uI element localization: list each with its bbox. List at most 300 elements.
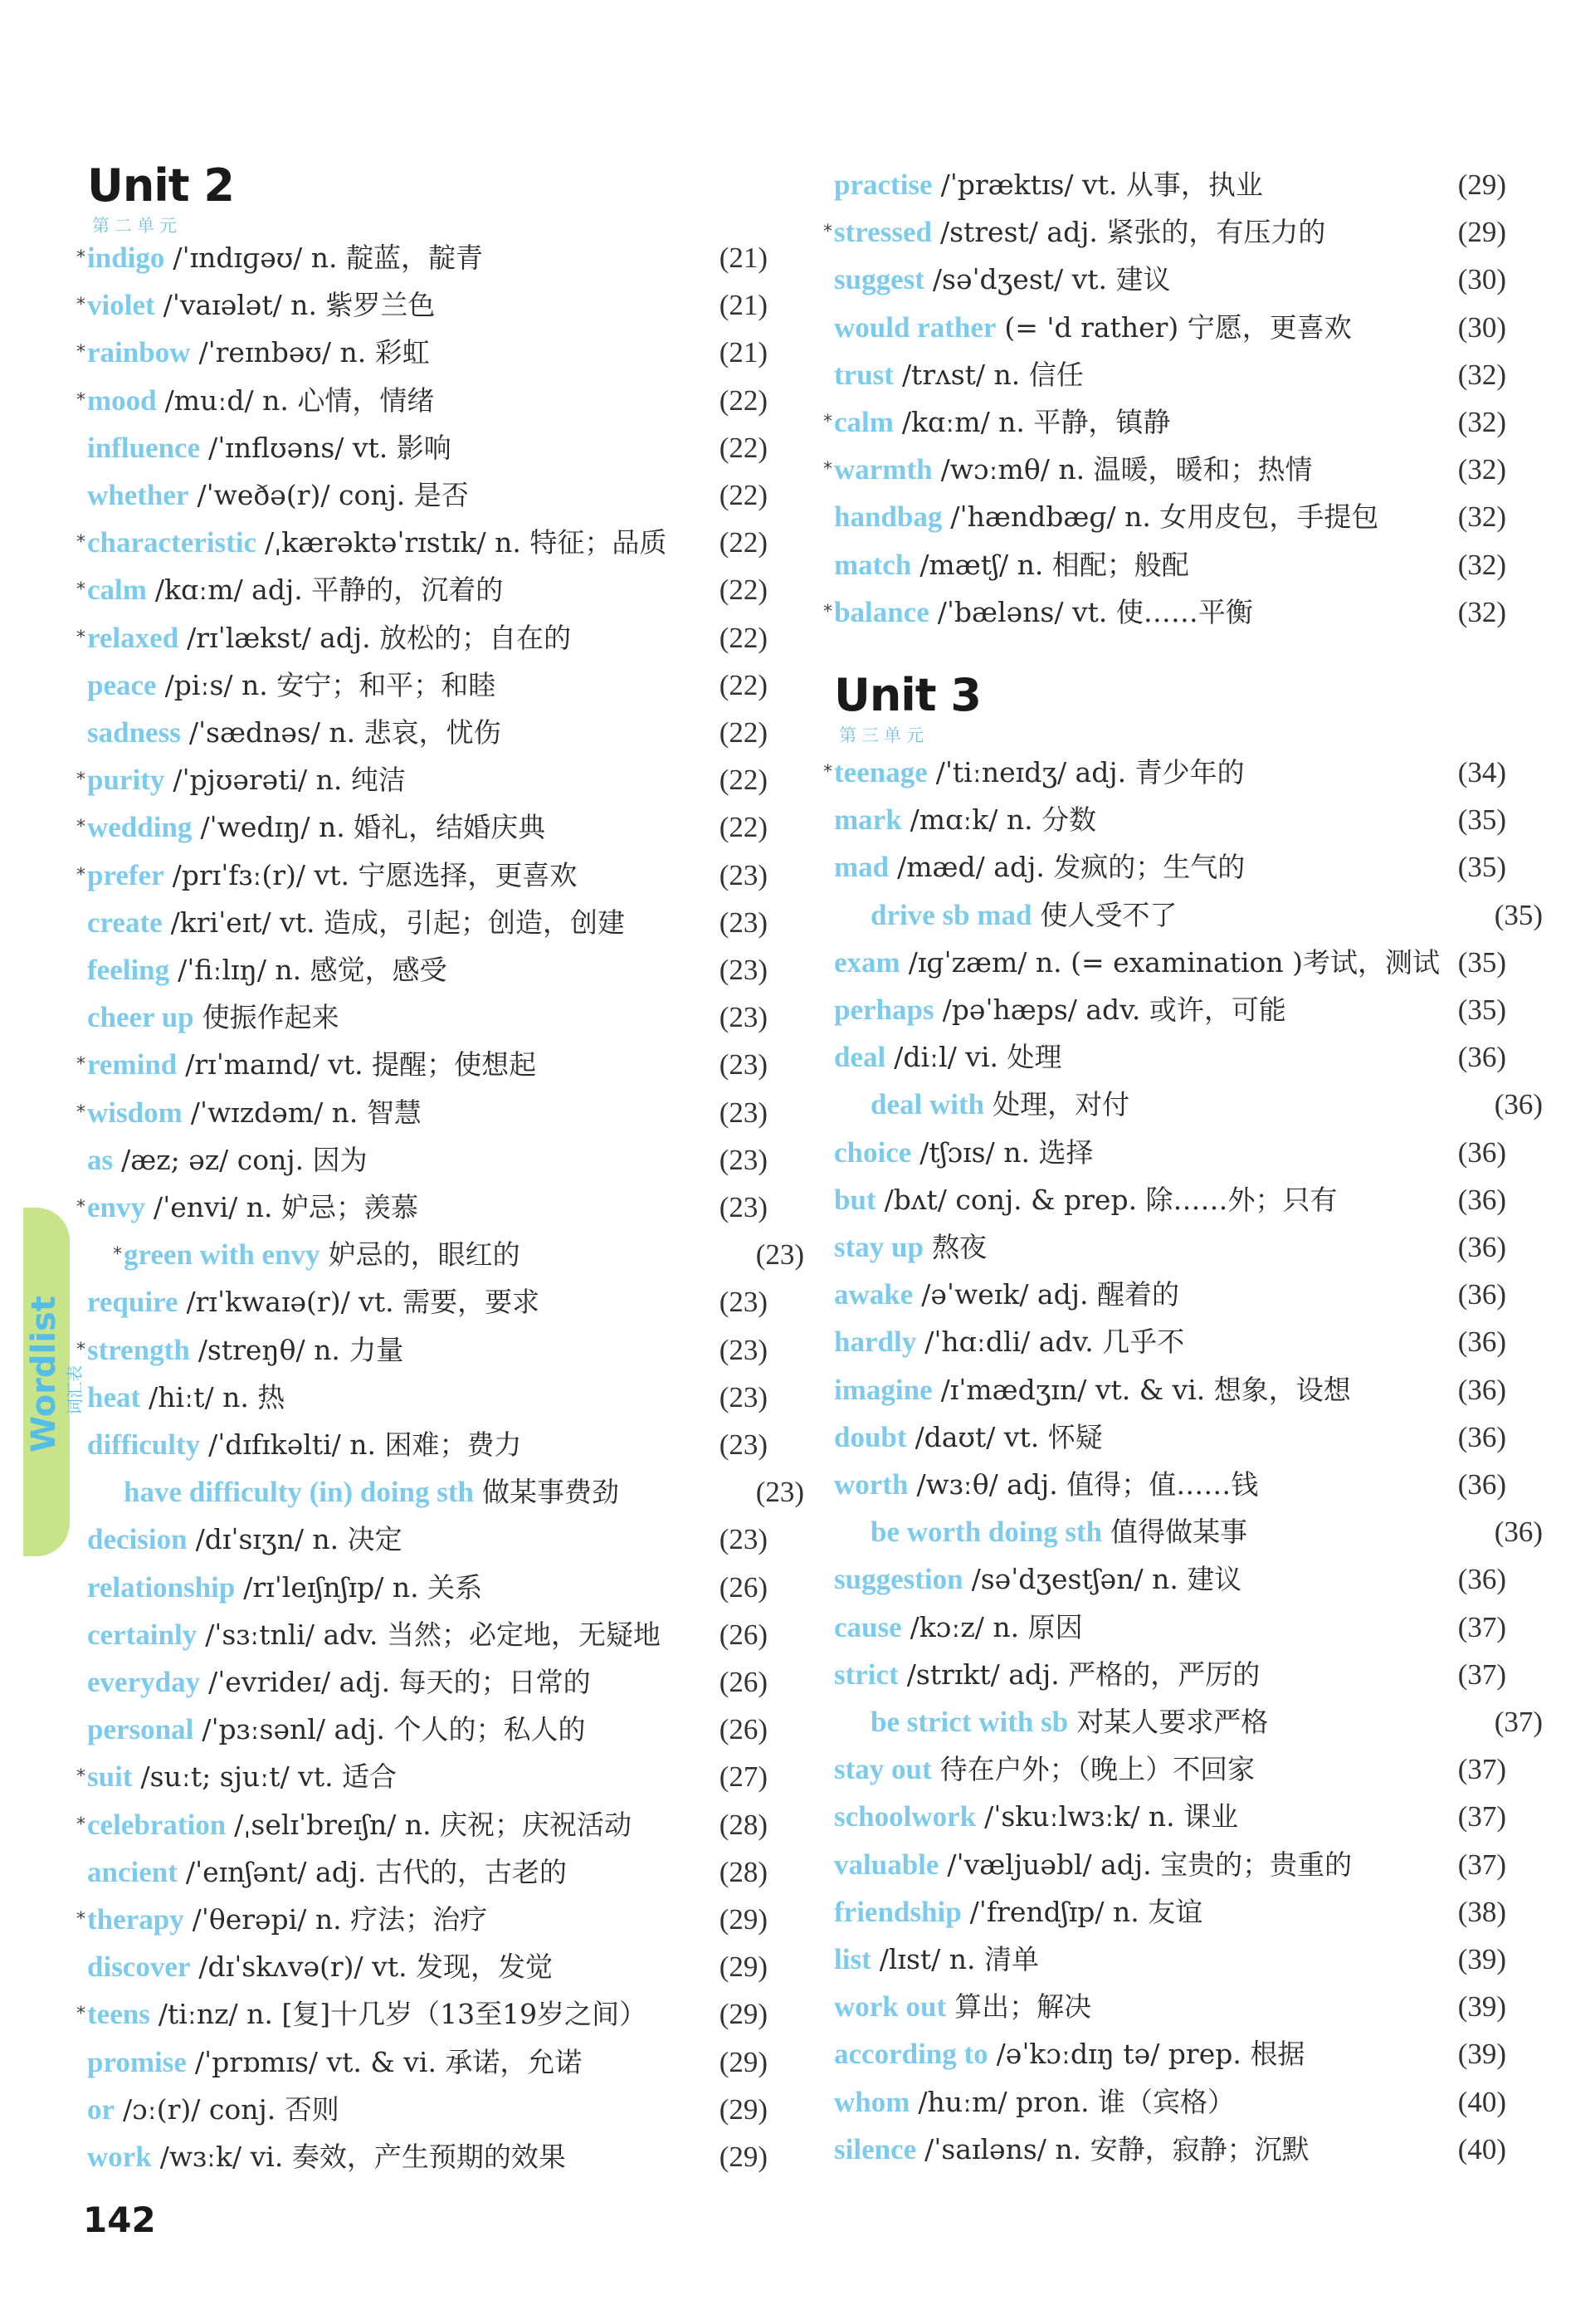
headword: wisdom xyxy=(87,1096,183,1129)
word-entry xyxy=(87,1377,768,1418)
word-entry xyxy=(834,1749,1506,1790)
definition: /ˈsɜːtnli/ adv. 当然；必定地，无疑地 xyxy=(205,1618,661,1651)
page-reference: (26) xyxy=(719,1713,768,1746)
page-reference: (23) xyxy=(719,1523,768,1556)
word-entry xyxy=(834,1321,1506,1363)
headword: trust xyxy=(834,358,894,391)
star-icon: * xyxy=(76,1197,85,1218)
page-reference: (36) xyxy=(1457,1183,1506,1216)
page-reference: (22) xyxy=(719,574,768,607)
definition: /ˈeɪnʃənt/ adj. 古代的，古老的 xyxy=(185,1855,568,1888)
word-entry xyxy=(87,2042,768,2083)
word-entry xyxy=(76,807,768,848)
definition: /prɪˈfɜː(r)/ vt. 宁愿选择，更喜欢 xyxy=(172,858,578,891)
definition: /ˈhɑːdli/ adv. 几乎不 xyxy=(924,1326,1185,1359)
word-entry xyxy=(87,1567,768,1609)
headword: sadness xyxy=(87,716,181,749)
word-entry xyxy=(76,1187,768,1228)
definition: /wɜːθ/ adj. 值得；值……钱 xyxy=(916,1468,1259,1501)
definition: /ˈpjʊərəti/ n. 纯洁 xyxy=(173,764,406,797)
headword: whom xyxy=(834,2085,910,2118)
word-entry xyxy=(76,332,768,374)
page-number: 142 xyxy=(83,2200,156,2240)
definition: /piːs/ n. 安宁；和平；和睦 xyxy=(164,668,496,701)
definition: /ˈθerəpi/ n. 疗法；治疗 xyxy=(192,1903,488,1936)
definition: 使振作起来 xyxy=(202,1001,339,1034)
word-entry xyxy=(834,2034,1506,2075)
star-icon: * xyxy=(76,1054,85,1076)
headword: influence xyxy=(87,431,201,464)
page-reference: (21) xyxy=(719,289,768,322)
headword: stay up xyxy=(834,1231,924,1263)
definition: /ˌkærəktəˈrɪstɪk/ n. 特征；品质 xyxy=(265,526,667,559)
word-entry xyxy=(834,895,1543,936)
word-entry xyxy=(834,1844,1506,1886)
page-reference: (22) xyxy=(719,383,768,417)
word-entry xyxy=(834,1986,1506,2028)
word-entry xyxy=(834,164,1506,206)
page-reference: (36) xyxy=(1457,1373,1506,1406)
headword: teens xyxy=(87,1998,150,2031)
word-entry xyxy=(76,569,768,611)
headword: deal with xyxy=(871,1088,985,1121)
word-entry xyxy=(87,1424,768,1466)
star-icon: * xyxy=(76,864,85,886)
headword: ancient xyxy=(87,1855,178,1888)
unit2-subtitle: 第二单元 xyxy=(92,216,182,236)
page-reference: (23) xyxy=(719,1001,768,1034)
headword: prefer xyxy=(87,858,164,891)
word-entry xyxy=(87,1852,768,1893)
star-icon: * xyxy=(113,1244,122,1266)
page-reference: (38) xyxy=(1457,1895,1506,1928)
headword: imagine xyxy=(834,1373,933,1406)
word-entry xyxy=(87,475,768,516)
page-reference: (27) xyxy=(719,1760,768,1794)
word-entry xyxy=(834,259,1506,300)
page-reference: (35) xyxy=(1457,851,1506,884)
word-entry xyxy=(87,902,768,944)
page-reference: (39) xyxy=(1457,1990,1506,2024)
unit3-subtitle: 第三单元 xyxy=(839,725,929,745)
word-entry xyxy=(834,1654,1506,1696)
headword: teenage xyxy=(834,756,928,788)
headword: heat xyxy=(87,1380,141,1413)
definition: /pəˈhæps/ adv. 或许，可能 xyxy=(942,994,1286,1026)
word-entry xyxy=(76,1756,768,1798)
definition: /ˈwɪzdəm/ n. 智慧 xyxy=(190,1096,422,1129)
headword: exam xyxy=(834,945,900,979)
definition: /ˈvaɪələt/ n. 紫罗兰色 xyxy=(163,289,436,322)
headword: green with envy xyxy=(124,1238,320,1272)
headword: deal xyxy=(834,1041,886,1074)
definition: /rɪˈleɪʃnʃɪp/ n. 关系 xyxy=(243,1570,483,1604)
definition: /ˈskuːlwɜːk/ n. 课业 xyxy=(984,1800,1239,1833)
headword: cause xyxy=(834,1610,902,1643)
word-entry xyxy=(76,759,768,801)
page-reference: (23) xyxy=(719,1333,768,1366)
definition: 值得做某事 xyxy=(1110,1516,1248,1549)
page-reference: (40) xyxy=(1457,2132,1506,2165)
page-reference: (36) xyxy=(1494,1088,1543,1121)
page-reference: (22) xyxy=(719,621,768,654)
definition: /əˈkɔːdɪŋ tə/ prep. 根据 xyxy=(996,2038,1305,2071)
headword: whether xyxy=(87,479,189,511)
star-icon: * xyxy=(76,1766,85,1788)
headword: match xyxy=(834,548,912,581)
page-reference: (28) xyxy=(719,1808,768,1841)
page-reference: (22) xyxy=(719,764,768,797)
page-reference: (36) xyxy=(1457,1135,1506,1169)
page-reference: (32) xyxy=(1457,595,1506,628)
headword: be worth doing sth xyxy=(871,1516,1103,1549)
page-reference: (22) xyxy=(719,431,768,464)
headword: wedding xyxy=(87,811,193,844)
definition: /dɪˈskʌvə(r)/ vt. 发现，发觉 xyxy=(198,1950,554,1984)
headword: choice xyxy=(834,1135,912,1169)
star-icon: * xyxy=(823,762,832,783)
word-entry xyxy=(823,752,1506,793)
word-entry xyxy=(76,855,768,896)
page-reference: (23) xyxy=(719,858,768,891)
word-entry xyxy=(87,1709,768,1750)
definition: /ˈfrendʃɪp/ n. 友谊 xyxy=(969,1895,1203,1928)
definition: /ˈɪndɪɡəʊ/ n. 靛蓝，靛青 xyxy=(173,242,484,274)
definition: /əˈweɪk/ adj. 醒着的 xyxy=(921,1278,1179,1311)
definition: /wɔːmθ/ n. 温暖，暖和；热情 xyxy=(940,453,1313,486)
page-reference: (36) xyxy=(1457,1420,1506,1453)
headword: hardly xyxy=(834,1326,917,1359)
page-reference: (32) xyxy=(1457,500,1506,534)
headword: have difficulty (in) doing sth xyxy=(124,1476,474,1509)
word-entry xyxy=(823,449,1506,491)
word-entry xyxy=(823,212,1506,253)
headword: doubt xyxy=(834,1420,907,1453)
word-entry xyxy=(834,989,1506,1031)
headword: stay out xyxy=(834,1753,932,1786)
page-reference: (35) xyxy=(1494,898,1543,931)
page-reference: (23) xyxy=(755,1238,804,1272)
unit2-title: Unit 2 xyxy=(87,159,234,212)
definition: /hiːt/ n. 热 xyxy=(149,1380,285,1413)
word-entry xyxy=(87,1140,768,1181)
definition: /daʊt/ vt. 怀疑 xyxy=(915,1420,1103,1453)
definition: /mætʃ/ n. 相配；般配 xyxy=(919,548,1189,581)
page-reference: (21) xyxy=(719,336,768,369)
page-reference: (29) xyxy=(719,2141,768,2173)
headword: certainly xyxy=(87,1618,198,1651)
definition: /ˈtiːneɪdʒ/ adj. 青少年的 xyxy=(935,756,1245,788)
star-icon: * xyxy=(76,579,85,601)
page-reference: (22) xyxy=(719,526,768,559)
headword: suit xyxy=(87,1760,133,1794)
headword: relaxed xyxy=(87,621,179,654)
page-reference: (29) xyxy=(1457,168,1506,201)
word-entry xyxy=(834,1892,1506,1933)
definition: /diːl/ vi. 处理 xyxy=(894,1041,1062,1074)
page-reference: (29) xyxy=(719,2045,768,2078)
word-entry xyxy=(834,1084,1543,1125)
definition: /rɪˈlækst/ adj. 放松的；自在的 xyxy=(187,621,572,654)
page-reference: (23) xyxy=(719,1143,768,1176)
page-reference: (26) xyxy=(719,1570,768,1604)
headword: valuable xyxy=(834,1848,939,1881)
definition: /kriˈeɪt/ vt. 造成，引起；创造，创建 xyxy=(170,906,626,939)
page-reference: (37) xyxy=(1457,1658,1506,1691)
definition: 使人受不了 xyxy=(1040,898,1178,931)
word-entry xyxy=(834,1037,1506,1078)
page-reference: (40) xyxy=(1457,2085,1506,2118)
definition: /lɪst/ n. 清单 xyxy=(879,1943,1039,1975)
headword: silence xyxy=(834,2132,917,2165)
definition: /ˈevrideɪ/ adj. 每天的；日常的 xyxy=(208,1666,591,1698)
page-reference: (34) xyxy=(1457,756,1506,788)
headword: would rather xyxy=(834,310,997,344)
page-reference: (29) xyxy=(719,1998,768,2031)
headword: as xyxy=(87,1143,114,1176)
page-reference: (39) xyxy=(1457,2038,1506,2071)
definition: /səˈdʒestʃən/ n. 建议 xyxy=(971,1563,1242,1596)
page-reference: (23) xyxy=(719,1096,768,1129)
headword: create xyxy=(87,906,163,939)
star-icon: * xyxy=(76,1339,85,1360)
headword: everyday xyxy=(87,1666,201,1698)
headword: work out xyxy=(834,1990,947,2024)
definition: 对某人要求严格 xyxy=(1076,1706,1269,1738)
word-entry xyxy=(834,1796,1506,1838)
definition: /ˈpræktɪs/ vt. 从事，执业 xyxy=(940,168,1263,201)
star-icon: * xyxy=(76,389,85,411)
headword: violet xyxy=(87,289,155,322)
headword: celebration xyxy=(87,1808,227,1841)
definition: 算出；解决 xyxy=(954,1990,1092,2024)
page-reference: (28) xyxy=(719,1855,768,1888)
headword: require xyxy=(87,1286,178,1319)
page-reference: (23) xyxy=(719,1191,768,1223)
definition: /ɔː(r)/ conj. 否则 xyxy=(123,2092,339,2126)
definition: /ˈenvi/ n. 妒忌；羡慕 xyxy=(154,1191,419,1223)
star-icon: * xyxy=(823,601,832,622)
headword: promise xyxy=(87,2045,187,2078)
definition: /ˈwedɪŋ/ n. 婚礼，结婚庆典 xyxy=(200,811,546,844)
word-entry xyxy=(87,712,768,754)
headword: difficulty xyxy=(87,1428,201,1461)
headword: perhaps xyxy=(834,994,934,1026)
definition: 处理，对付 xyxy=(993,1088,1130,1121)
page-reference: (36) xyxy=(1457,1231,1506,1263)
headword: mark xyxy=(834,803,902,837)
headword: feeling xyxy=(87,954,170,986)
headword: purity xyxy=(87,764,165,797)
star-icon: * xyxy=(76,817,85,838)
definition: (= 'd rather) 宁愿，更喜欢 xyxy=(1004,310,1352,344)
star-icon: * xyxy=(823,459,832,481)
definition: /ɪˈmædʒɪn/ vt. & vi. 想象，设想 xyxy=(940,1373,1351,1406)
headword: remind xyxy=(87,1048,178,1081)
word-entry xyxy=(87,997,768,1038)
star-icon: * xyxy=(76,627,85,648)
word-entry xyxy=(834,1511,1543,1553)
headword: handbag xyxy=(834,500,943,534)
word-entry xyxy=(834,1370,1506,1411)
page-reference: (23) xyxy=(755,1476,804,1509)
headword: but xyxy=(834,1183,876,1216)
word-entry xyxy=(834,1179,1506,1221)
star-icon: * xyxy=(76,1101,85,1123)
definition: /streŋθ/ n. 力量 xyxy=(198,1333,404,1366)
star-icon: * xyxy=(76,342,85,364)
word-entry xyxy=(834,544,1506,586)
definition: /ˈreɪnbəʊ/ n. 彩虹 xyxy=(198,336,430,369)
definition: /huːm/ pron. 谁（宾格） xyxy=(918,2085,1236,2118)
word-entry xyxy=(834,1939,1506,1980)
definition: /mæd/ adj. 发疯的；生气的 xyxy=(897,851,1246,884)
headword: be strict with sb xyxy=(871,1706,1069,1738)
definition: /suːt; sjuːt/ vt. 适合 xyxy=(140,1760,398,1794)
word-entry xyxy=(87,665,768,706)
star-icon: * xyxy=(76,247,85,268)
page-reference: (30) xyxy=(1457,310,1506,344)
headword: indigo xyxy=(87,242,165,274)
page-reference: (22) xyxy=(719,811,768,844)
headword: calm xyxy=(834,406,894,438)
page-reference: (26) xyxy=(719,1666,768,1698)
word-entry xyxy=(87,2089,768,2131)
definition: /ˈsædnəs/ n. 悲哀，忧伤 xyxy=(188,716,501,749)
word-entry xyxy=(87,1472,804,1513)
definition: /muːd/ n. 心情，情绪 xyxy=(164,383,435,417)
word-entry xyxy=(76,618,768,659)
definition: 熬夜 xyxy=(931,1231,987,1263)
page-reference: (39) xyxy=(1457,1943,1506,1975)
definition: /ˈvæljuəbl/ adj. 宝贵的；贵重的 xyxy=(947,1848,1353,1881)
page-reference: (36) xyxy=(1457,1041,1506,1074)
definition: /æz; əz/ conj. 因为 xyxy=(121,1143,368,1176)
word-entry xyxy=(76,1092,768,1134)
definition: /tʃɔɪs/ n. 选择 xyxy=(919,1135,1094,1169)
word-entry xyxy=(834,2129,1506,2170)
star-icon: * xyxy=(76,769,85,791)
word-entry xyxy=(834,2082,1506,2123)
word-entry xyxy=(834,496,1506,538)
star-icon: * xyxy=(76,295,85,316)
headword: strength xyxy=(87,1333,190,1366)
word-entry xyxy=(76,1804,768,1846)
headword: schoolwork xyxy=(834,1800,977,1833)
word-entry xyxy=(87,950,768,991)
word-entry xyxy=(834,1417,1506,1458)
word-entry xyxy=(87,1282,768,1323)
star-icon: * xyxy=(823,412,832,432)
word-entry xyxy=(87,1662,768,1703)
word-entry xyxy=(76,285,768,326)
word-entry xyxy=(87,1234,804,1276)
definition: /mɑːk/ n. 分数 xyxy=(910,803,1097,837)
unit3-title: Unit 3 xyxy=(834,669,981,721)
page-reference: (32) xyxy=(1457,548,1506,581)
definition: /rɪˈkwaɪə(r)/ vt. 需要，要求 xyxy=(186,1286,540,1319)
page-reference: (37) xyxy=(1457,1610,1506,1643)
definition: /ˈprɒmɪs/ vt. & vi. 承诺，允诺 xyxy=(194,2045,583,2078)
headword: peace xyxy=(87,668,157,701)
definition: /ˈhændbæɡ/ n. 女用皮包，手提包 xyxy=(950,500,1379,534)
headword: warmth xyxy=(834,453,933,486)
word-entry xyxy=(834,1274,1506,1316)
word-entry xyxy=(87,427,768,469)
word-entry xyxy=(87,2136,768,2178)
page-reference: (22) xyxy=(719,479,768,511)
definition: /wɜːk/ vi. 奏效，产生预期的效果 xyxy=(159,2141,566,2173)
definition: /tiːnz/ n. [复]十几岁（13至19岁之间） xyxy=(158,1998,647,2031)
page-reference: (32) xyxy=(1457,453,1506,486)
page-reference: (37) xyxy=(1457,1848,1506,1881)
word-entry xyxy=(834,799,1506,841)
definition: /kɑːm/ n. 平静，镇静 xyxy=(901,406,1171,438)
page-reference: (36) xyxy=(1457,1468,1506,1501)
page-reference: (37) xyxy=(1457,1800,1506,1833)
page-reference: (32) xyxy=(1457,406,1506,438)
headword: calm xyxy=(87,574,147,607)
headword: suggestion xyxy=(834,1563,963,1596)
headword: or xyxy=(87,2092,115,2126)
page-reference: (23) xyxy=(719,1286,768,1319)
headword: therapy xyxy=(87,1903,184,1936)
headword: discover xyxy=(87,1950,191,1984)
page-reference: (32) xyxy=(1457,358,1506,391)
word-entry xyxy=(823,402,1506,443)
definition: /ˈpɜːsənl/ adj. 个人的；私人的 xyxy=(202,1713,586,1746)
headword: list xyxy=(834,1943,871,1975)
word-entry xyxy=(823,592,1506,633)
headword: balance xyxy=(834,595,929,628)
headword: practise xyxy=(834,168,933,201)
headword: stressed xyxy=(834,216,932,249)
headword: friendship xyxy=(834,1895,962,1928)
definition: /ˈbæləns/ vt. 使……平衡 xyxy=(937,595,1253,628)
page-reference: (37) xyxy=(1494,1706,1543,1738)
page-reference: (23) xyxy=(719,1048,768,1081)
word-entry xyxy=(76,522,768,564)
headword: worth xyxy=(834,1468,909,1501)
definition: /rɪˈmaɪnd/ vt. 提醒；使想起 xyxy=(185,1048,537,1081)
word-entry xyxy=(76,1044,768,1086)
headword: cheer up xyxy=(87,1001,194,1034)
star-icon: * xyxy=(76,1909,85,1930)
definition: 做某事费劲 xyxy=(482,1476,619,1509)
headword: relationship xyxy=(87,1570,236,1604)
definition: /strɪkt/ adj. 严格的，严厉的 xyxy=(906,1658,1261,1691)
page-reference: (37) xyxy=(1457,1753,1506,1786)
headword: mad xyxy=(834,851,890,884)
definition: /ˈsaɪləns/ n. 安静，寂静；沉默 xyxy=(924,2132,1310,2165)
definition: /bʌt/ conj. & prep. 除……外；只有 xyxy=(884,1183,1338,1216)
definition: /dɪˈsɪʒn/ n. 决定 xyxy=(195,1523,402,1556)
definition: /kɔːz/ n. 原因 xyxy=(910,1610,1083,1643)
word-entry xyxy=(87,1519,768,1560)
definition: /ˈweðə(r)/ conj. 是否 xyxy=(197,479,469,511)
word-entry xyxy=(834,1559,1506,1600)
definition: 待在户外；（晚上）不回家 xyxy=(939,1753,1256,1786)
word-entry xyxy=(834,1702,1543,1743)
page-reference: (36) xyxy=(1457,1326,1506,1359)
word-entry xyxy=(834,354,1506,396)
headword: envy xyxy=(87,1191,145,1223)
page-reference: (29) xyxy=(719,1950,768,1984)
headword: according to xyxy=(834,2038,988,2071)
definition: 妒忌的，眼红的 xyxy=(328,1238,520,1272)
headword: strict xyxy=(834,1658,899,1691)
definition: /ˈdɪfɪkəlti/ n. 困难；费力 xyxy=(208,1428,522,1461)
